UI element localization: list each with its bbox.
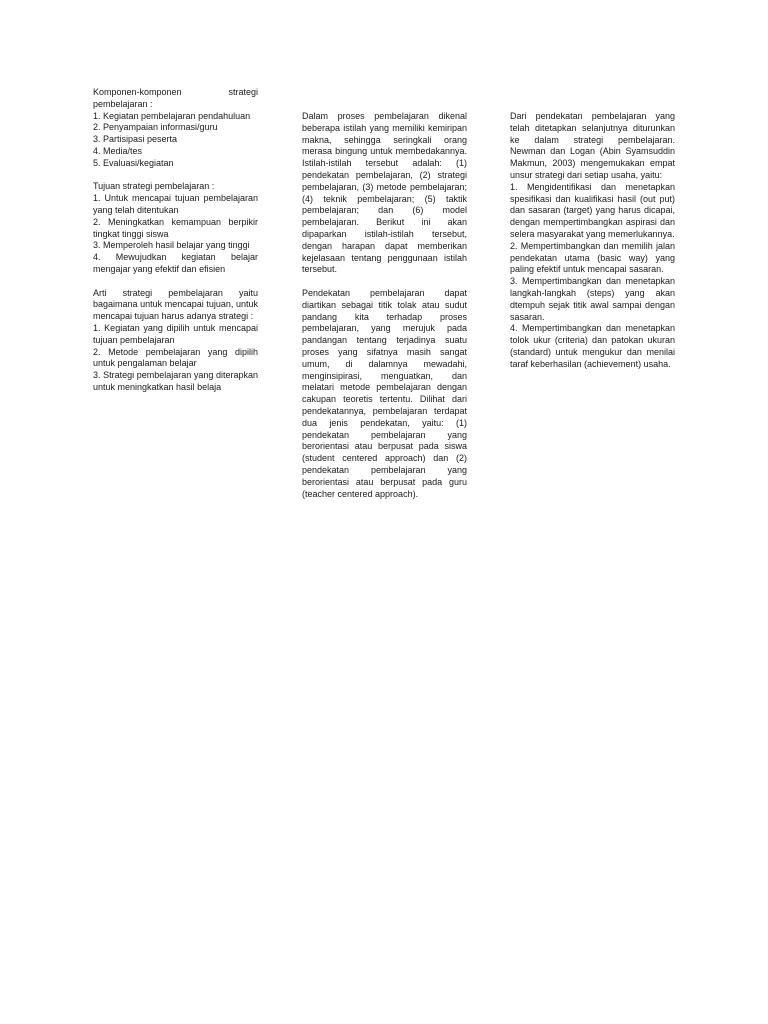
komponen-item-2: 2. Penyampaian informasi/guru — [93, 122, 218, 133]
tujuan-item-2: 2. Meningkatkan kemampuan berpikir tingkat tinggi siswa — [93, 216, 258, 239]
column-right — [510, 111, 675, 371]
tujuan-item-1: 1. Untuk mencapai tujuan pembelajaran yang telah ditentukan — [93, 193, 258, 215]
komponen-item-4: 4. Media/tes — [93, 145, 143, 156]
paragraph-istilah: Dalam proses pembelajaran dikenal beberapa istilah yang memiliki kemiripan makna, sehingga seringkali orang merasa bingung untuk membedakannya. Istilah-istilah tersebut adalah: (1) pendekatan pembelajaran, (2) strategi pembelajaran, (3) metode pembelajaran; (4) teknik pembelajaran; (5) taktik pembelajaran; dan (6) model pembelajaran. Berikut ini akan dipaparkan istilah-istilah tersebut, dengan harapan dapat memberikan kejelasaan tentang penggunaan istilah tersebut. — [302, 111, 467, 275]
tujuan-title: Tujuan strategi pembelajaran : — [93, 181, 215, 192]
komponen-title: Komponen-komponen strategi pembelajaran : — [93, 87, 258, 109]
unsur-item-1: 1. Mengidentifikasi dan menetapkan spesifikasi dan kualifikasi hasil (out put) dan sasaran (target) yang harus dicapai, dengan mempertimbangkan aspirasi dan selera masyarakat yang memerlukannya. — [510, 181, 675, 239]
arti-item-2: 2. Metode pembelajaran yang dipilih untuk pengalaman belajar — [93, 346, 258, 369]
tujuan-item-3: 3. Memperoleh hasil belajar yang tinggi — [93, 240, 250, 251]
column-middle — [302, 111, 467, 500]
unsur-item-2: 2. Mempertimbangkan dan memilih jalan pendekatan utama (basic way) yang paling efektif untuk mencapai sasaran. — [510, 240, 675, 275]
paragraph-intro: Dari pendekatan pembelajaran yang telah ditetapkan selanjutnya diturunkan ke dalam strategi pembelajaran. Newman dan Logan (Abin Syamsuddin Makmun, 2003) mengemukakan empat unsur strategi dari setiap usaha, yaitu: — [510, 111, 675, 180]
komponen-item-1: 1. Kegiatan pembelajaran pendahuluan — [93, 110, 251, 121]
komponen-item-5: 5. Evaluasi/kegiatan — [93, 157, 174, 168]
tujuan-item-4: 4. Mewujudkan kegiatan belajar mengajar yang efektif dan efisien — [93, 252, 258, 274]
unsur-item-4: 4. Mempertimbangkan dan menetapkan tolok ukur (criteria) dan patokan ukuran (standard) untuk mengukur dan menilai taraf keberhasilan (achievement) usaha. — [510, 323, 675, 369]
komponen-item-3: 3. Partisipasi peserta — [93, 134, 178, 145]
column-left — [93, 87, 258, 394]
arti-title: Arti strategi pembelajaran yaitu bagaimana untuk mencapai tujuan, untuk mencapai tujuan harus adanya strategi : — [93, 287, 258, 322]
arti-item-3: 3. Strategi pembelajaran yang diterapkan untuk meningkatkan hasil belaja — [93, 370, 258, 392]
arti-item-1: 1. Kegiatan yang dipilih untuk mencapai tujuan pembelajaran — [93, 322, 258, 345]
paragraph-pendekatan: Pendekatan pembelajaran dapat diartikan sebagai titik tolak atau sudut pandang kita terhadap proses pembelajaran, yang merujuk pada pandangan tentang terjadinya suatu proses yang sifatnya masih sangat umum, di dalamnya mewadahi, menginsipirasi, menguatkan, dan melatari metode pembelajaran dengan cakupan teoretis tertentu. Dilihat dari pendekatannya, pembelajaran terdapat dua jenis pendekatan, yaitu: (1) pendekatan pembelajaran yang berorientasi atau berpusat pada siswa (student centered approach) dan (2) pendekatan pembelajaran yang berorientasi atau berpusat pada guru (teacher centered approach). — [302, 287, 467, 499]
unsur-item-3: 3. Mempertimbangkan dan menetapkan langkah-langkah (steps) yang akan dtempuh sejak titik awal sampai dengan sasaran. — [510, 276, 675, 322]
